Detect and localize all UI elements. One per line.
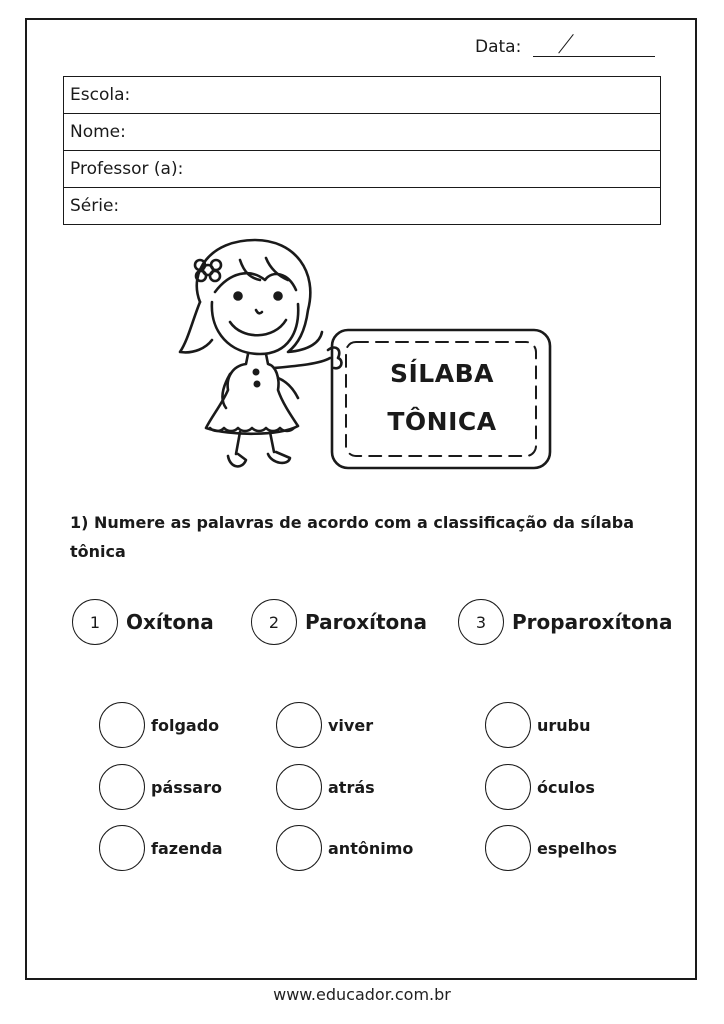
answer-circle[interactable] bbox=[276, 825, 322, 871]
date-slash bbox=[559, 34, 575, 54]
word-label: antônimo bbox=[328, 838, 414, 858]
teacher-field[interactable]: Professor (a): bbox=[64, 151, 661, 188]
category-proparoxitona bbox=[458, 599, 672, 645]
answer-circle[interactable] bbox=[485, 702, 531, 748]
date-field bbox=[475, 34, 655, 57]
sign-title-line1: SÍLABA bbox=[390, 359, 494, 388]
sign-title-line2: TÔNICA bbox=[387, 407, 497, 436]
word-item bbox=[99, 825, 223, 871]
category-label: Paroxítona bbox=[305, 610, 428, 634]
word-item bbox=[485, 764, 595, 810]
category-label: Proparoxítona bbox=[512, 610, 673, 634]
word-label: folgado bbox=[151, 715, 220, 735]
word-label: fazenda bbox=[151, 838, 223, 858]
word-label: atrás bbox=[328, 777, 375, 797]
answer-circle[interactable] bbox=[276, 764, 322, 810]
answer-circle[interactable] bbox=[485, 825, 531, 871]
grade-field[interactable]: Série: bbox=[64, 188, 661, 225]
answer-circle[interactable] bbox=[99, 764, 145, 810]
word-item bbox=[485, 702, 591, 748]
answer-circle[interactable] bbox=[485, 764, 531, 810]
word-item bbox=[99, 702, 219, 748]
category-number-circle: 2 bbox=[251, 599, 297, 645]
word-item bbox=[276, 764, 375, 810]
date-blank-line[interactable] bbox=[533, 34, 655, 57]
word-label: viver bbox=[328, 715, 374, 735]
word-label: espelhos bbox=[537, 838, 618, 858]
word-item bbox=[485, 825, 617, 871]
word-label: pássaro bbox=[151, 777, 222, 797]
category-label: Oxítona bbox=[126, 610, 214, 634]
answer-circle[interactable] bbox=[99, 825, 145, 871]
girl-holding-sign-illustration bbox=[170, 232, 560, 482]
answer-circle[interactable] bbox=[99, 702, 145, 748]
sign-board bbox=[332, 330, 550, 468]
category-oxitona bbox=[72, 599, 214, 645]
category-number-circle: 1 bbox=[72, 599, 118, 645]
student-info-table bbox=[63, 76, 661, 225]
category-paroxitona bbox=[251, 599, 427, 645]
word-item bbox=[99, 764, 222, 810]
word-item bbox=[276, 702, 373, 748]
answer-circle[interactable] bbox=[276, 702, 322, 748]
date-label: Data: bbox=[475, 37, 522, 57]
footer-url[interactable]: www.educador.com.br bbox=[273, 985, 451, 1004]
name-field[interactable]: Nome: bbox=[64, 114, 661, 151]
word-label: óculos bbox=[537, 777, 595, 797]
word-item bbox=[276, 825, 413, 871]
question-text: 1) Numere as palavras de acordo com a classificação da sílaba tônica bbox=[70, 513, 635, 561]
category-number-circle: 3 bbox=[458, 599, 504, 645]
word-label: urubu bbox=[537, 715, 591, 735]
school-field[interactable]: Escola: bbox=[64, 77, 661, 114]
